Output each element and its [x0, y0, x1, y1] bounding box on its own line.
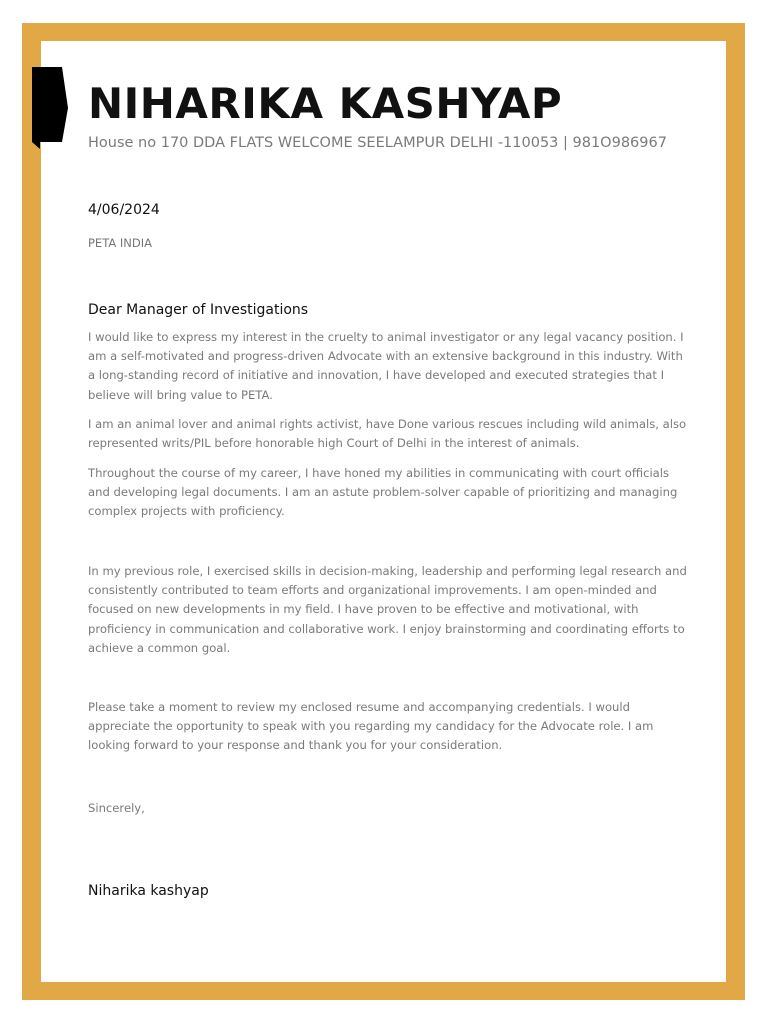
recipient-organization: PETA INDIA	[88, 236, 152, 250]
closing: Sincerely,	[88, 801, 145, 815]
contact-line: House no 170 DDA FLATS WELCOME SEELAMPUR DELHI -110053 | 981O986967	[88, 135, 667, 151]
body-paragraph-4: In my previous role, I exercised skills in decision-making, leadership and performing legal research and consistently contributed to team efforts and organizational improvements. I am open-minded and focused on new developments in my field. I have proven to be effective and motivational, with proficiency in communication and collaborative work. I enjoy brainstorming and coordinating efforts to achieve a common goal.	[88, 564, 687, 655]
letter-date: 4/06/2024	[88, 202, 160, 218]
header-tab-marker	[32, 67, 72, 149]
signature-name: Niharika kashyap	[88, 883, 209, 899]
body-paragraph-5: Please take a moment to review my enclosed resume and accompanying credentials. I would appreciate the opportunity to speak with you regarding my candidacy for the Advocate role. I am looking forward to your response and thank you for your consideration.	[88, 700, 654, 753]
salutation: Dear Manager of Investigations	[88, 302, 309, 318]
applicant-name: NIHARIKA KASHYAP	[88, 79, 563, 128]
body-paragraph-3: Throughout the course of my career, I have honed my abilities in communicating with court officials and developing legal documents. I am an astute problem-solver capable of prioritizing and managing complex projects with proficiency.	[88, 466, 678, 519]
body-paragraph-1: I would like to express my interest in the cruelty to animal investigator or any legal vacancy position. I am a self-motivated and progress-driven Advocate with an extensive background in this industry. With a long-standing record of initiative and innovation, I have developed and executed strategies that I believe will bring value to PETA.	[88, 330, 684, 402]
body-paragraph-2: I am an animal lover and animal rights activist, have Done various rescues including wild animals, also represented writs/PIL before honorable high Court of Delhi in the interest of animals.	[88, 417, 687, 451]
